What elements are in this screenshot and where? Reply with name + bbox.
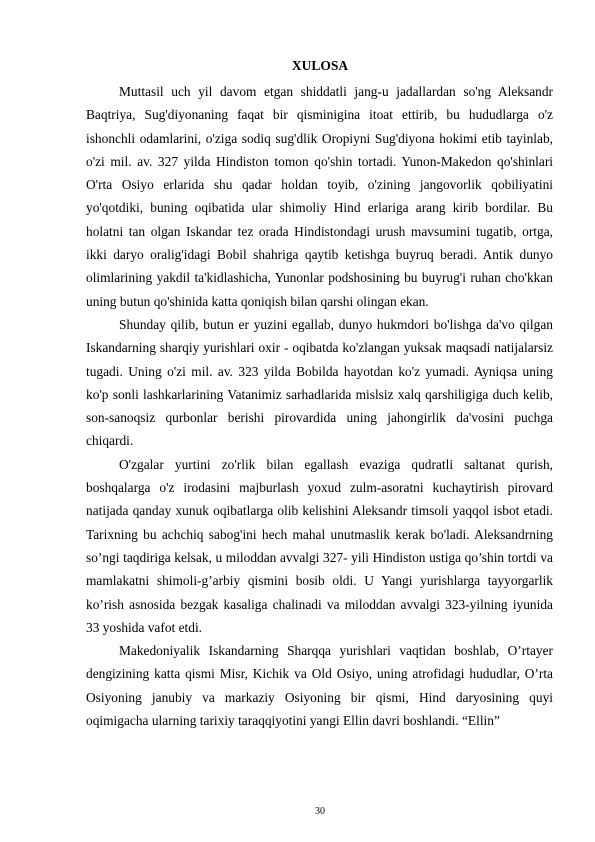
- paragraph: Makedoniyalik Iskandarning Sharqqa yurishlari vaqtidan boshlab, O’rtayer dengizining katta qismi Misr, Kichik va Old Osiyo, uning atrofidagi hududlar, O’rta Osiyoning janubiy va markaziy Osiyoning bir qismi, Hind daryosining quyi oqimigacha ularning tarixiy taraqqiyotini yangi Ellin davri boshlandi. “Ellin”: [86, 643, 553, 729]
- paragraph: Shunday qilib, butun er yuzini egallab, dunyo hukmdori bo'lishga da'vo qilgan Iskandarning sharqiy yurishlari oxir - oqibatda ko'zlangan yuksak maqsadi natijalarsiz tugadi. Uning o'zi mil. av. 323 yilda Bobilda hayotdan ko'z yumadi. Ayniqsa uning ko'p sonli lashkarlarining Vatanimiz sarhadlarida mislsiz xalq qarshiligiga duch kelib, son-sanoqsiz qurbonlar berishi pirovardida uning jahongirlik da'vosini puchga chiqardi.: [86, 316, 553, 449]
- section-title: XULOSA: [291, 58, 349, 73]
- body-text: [86, 80, 553, 732]
- page-number: 30: [315, 806, 325, 817]
- paragraph: Muttasil uch yil davom etgan shiddatli jang-u jadallardan so'ng Aleksandr Baqtriya, Sug'diyonaning faqat bir qisminigina itoat ettirib, bu hududlarga o'z ishonchli odamlarini, o'ziga sodiq sug'dlik Oropiyni Sug'diyona hokimi etib tayinlab, o'zi mil. av. 327 yilda Hindiston tomon qo'shin tortadi. Yunon-Makedon qo'shinlari O'rta Osiyo erlarida shu qadar holdan toyib, o'zining jangovorlik qobiliyatini yo'qotdiki, buning oqibatida ular shimoliy Hind erlariga arang kirib bordilar. Bu holatni tan olgan Iskandar tez orada Hindistondagi urush mavsumini tugatib, ortga, ikki daryo oralig'idagi Bobil shahriga qaytib ketishga buyruq beradi. Antik dunyo olimlarining yakdil ta'kidlashicha, Yunonlar podshosining bu buyrug'i ruhan cho'kkan uning butun qo'shinida katta qoniqish bilan qarshi olingan ekan.: [86, 84, 553, 309]
- paragraph: O'zgalar yurtini zo'rlik bilan egallash evaziga qudratli saltanat qurish, boshqalarga o'z irodasini majburlash yoxud zulm-asoratni kuchaytirish pirovard natijada qanday xunuk oqibatlarga olib kelishini Aleksandr timsoli yaqqol isbot etadi. Tarixning bu achchiq sabog'ini hech mahal unutmaslik kerak bo'ladi. Aleksandrning so’ngi taqdiriga kelsak, u miloddan avvalgi 327- yili Hindiston ustiga qo’shin tortdi va mamlakatni shimoli-g’arbiy qismini bosib oldi. U Yangi yurishlarga tayyorgarlik ko’rish asnosida bezgak kasaliga chalinadi va miloddan avvalgi 323-yilning iyunida 33 yoshida vafot etdi.: [86, 456, 553, 635]
